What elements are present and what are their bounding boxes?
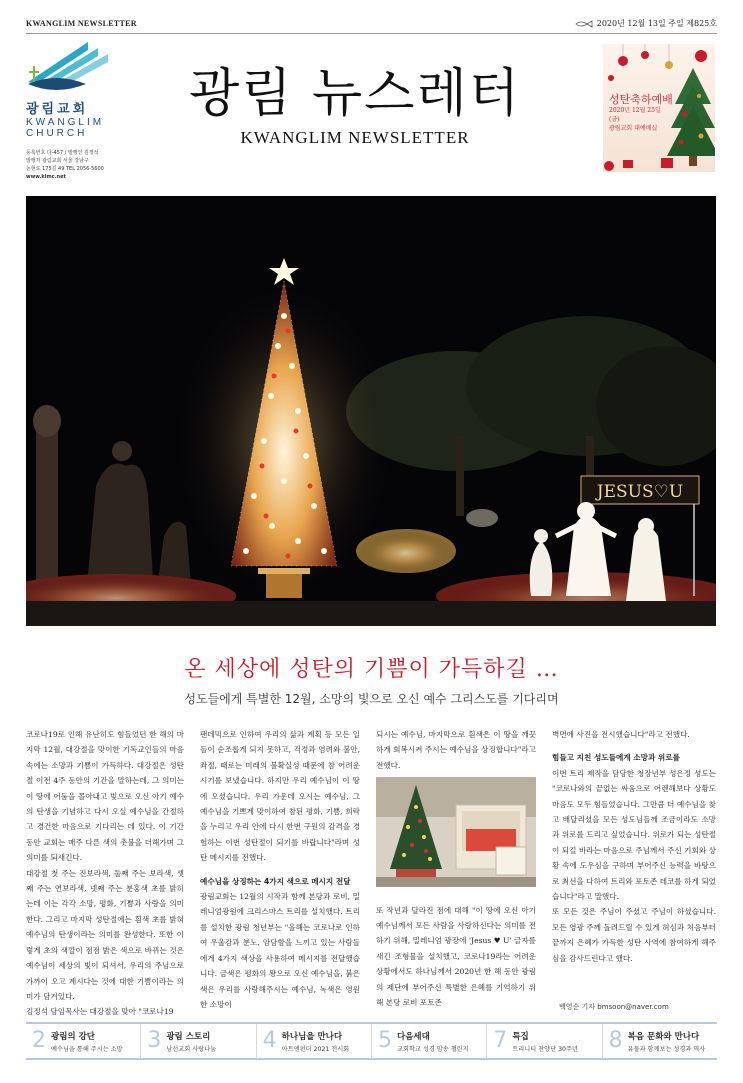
- newsletter-subtitle: KWANGLIM NEWSLETTER: [240, 128, 470, 147]
- lobby-tree-photo: [376, 777, 536, 887]
- publication-info: [26, 149, 146, 181]
- info-line-3: 논현로 175길 49 TEL 2056-5600: [26, 166, 104, 172]
- col2-paragraph-2: 광림교회는 12월의 시작과 함께 본당과 로비, 밀레니엄광원에 크리스마스 트리를 설치했다. 트리를 설치한 광림 청년부는 "올해는 코로나로 인하여 우울감과 분노, 암담함을 느끼고 있는 사람들에게 4가지 색상을 사용하여 메시지를 전달했습니다. 금색은 평화의 왕으로 오신 예수님을, 붉은색은 우리를 사랑해주시는 예수님, 녹색은 영원한 소망이: [200, 892, 360, 1009]
- header-left-label: KWANGLIM NEWSLETTER: [26, 19, 137, 28]
- ad-date: 2020년 12월 25일(금): [609, 107, 661, 123]
- church-logo-icon: [26, 40, 110, 92]
- col4-subtitle: 힘들고 지친 성도들에게 소망과 위로를: [552, 753, 680, 763]
- col4-paragraph-1: 벽면에 사진을 전시했습니다"라고 전했다.: [552, 730, 690, 739]
- index-item-page-5[interactable]: [371, 1024, 486, 1058]
- index-desc: 남선교회 사랑나눔: [166, 1045, 217, 1053]
- article-column-2: [200, 727, 360, 1012]
- col2-paragraph-1: 팬데믹으로 인하여 우리의 삶과 계획 등 모든 일들이 순조롭게 되지 못하고, 걱정과 염려와 불안, 좌절, 때로는 미래의 불확실성 때문에 참 어려운 시기를 보냈습니다. 하지만 우리 예수님이 이 땅에 오셨습니다. 우리 가운데 오시는 예수님, 그 예수님을 기쁘게 맞이하여 참된 평화, 기쁨, 희락을 누리고 우리 안에 다시 한번 구원의 감격을 경험하는 이번 성탄절이 되기를 바랍니다"라며 성탄 메시지를 전했다.: [200, 730, 360, 863]
- col3-paragraph-2: 또 작년과 달라진 점에 대해 "이 땅에 오신 아기 예수님께서 모든 사람을 사랑하신다는 의미를 전하기 위해, 밀레니엄 광장에 'Jesus ♥ U' 글자를 새긴 조형물을 설치했고, 코로나19라는 어려운 상황에서도 하나님께서 2020년 한 해 동안 광림의 제단에 부어주신 특별한 은혜를 기억하기 위해 본당 로비 포토존: [376, 905, 536, 1008]
- index-page-number: 3: [147, 1028, 162, 1053]
- jesus-sign-text: JESUS♡U: [596, 482, 684, 502]
- church-logo-block: [26, 40, 146, 181]
- website-link[interactable]: www.klmc.net: [26, 174, 66, 180]
- col1-paragraph-3: 김정석 담임목사는 대강절을 맞아 "코로나19: [26, 1007, 174, 1017]
- header-date-group: [575, 18, 717, 29]
- fish-icon: [575, 20, 593, 28]
- index-desc: 아트앤펀더 2021 전시회: [281, 1045, 350, 1053]
- article-column-4: [552, 727, 716, 966]
- col4-paragraph-3: 또 모든 것은 주님이 주셨고 주님이 하셨습니다. 모든 영광 주께 돌려드릴 수 있게 허심과 처음부터 끝까지 은혜가 가득한 성탄 사역에 참여하게 해주심을 감사드린다고 했다.: [552, 907, 716, 963]
- index-desc: 트리니티 찬양단 30주년: [512, 1045, 578, 1053]
- index-page-number: 7: [493, 1028, 508, 1053]
- ad-details: [609, 106, 671, 133]
- article-body: [26, 727, 716, 1017]
- index-page-number: 4: [262, 1028, 277, 1053]
- index-item-page-3[interactable]: [140, 1024, 255, 1058]
- index-item-page-2[interactable]: [26, 1024, 140, 1058]
- index-item-page-7[interactable]: [486, 1024, 601, 1058]
- article-column-1: [26, 727, 184, 1020]
- index-title: 광림 스토리: [166, 1031, 211, 1042]
- index-item-page-8[interactable]: [602, 1024, 717, 1058]
- ad-title: 성탄축하예배: [609, 93, 673, 106]
- hero-christmas-photo: [26, 196, 716, 626]
- index-title: 하나님을 만나다: [281, 1031, 343, 1042]
- col1-paragraph-2: 대강절 첫 주는 진보라색, 둘째 주는 보라색, 셋째 주는 연보라색, 넷째 주는 분홍색 초를 밝히는데 이는 각각 소망, 평화, 기쁨과 사랑을 의미한다. 그리고 마지막 성탄절에는 흰색 초를 밝혀 예수님의 탄생이라는 의미를 완성한다. 또한 이렇게 초의 색깔이 점점 밝은 색으로 바뀌는 것은 예수님이 세상의 빛이 되셔서, 우리의 주님으로 가까이 오고 계시다는 것에 대한 기쁨이라는 의미가 담겨있다.: [26, 868, 184, 1001]
- index-title: 광림의 강단: [51, 1031, 96, 1042]
- church-name-en-1: KWANGLIM: [26, 117, 105, 128]
- index-title: 특집: [512, 1031, 529, 1042]
- church-name-en-2: CHURCH: [26, 128, 88, 139]
- col4-paragraph-2: 이번 트리 제작을 담당한 청장년부 성은정 성도는 "코로나와의 끝없는 싸움으로 어렌해보다 상황도 마음도 모두 힘들었습니다. 그만큼 더 예수님을 찾고 배달리셨을 모든 성도님들께 조금이라도 소망과 위로를 드리고 싶었습니다. 위로가 되는 성탄절이 되길 바라는 마음으로 주님께서 주신 기회와 상황 속에 도우심을 구하며 부어주신 능력을 바탕으로 최선을 다하여 트리와 포토존 데코를 하게 되었습니다"라고 말했다.: [552, 768, 716, 902]
- christmas-service-ad[interactable]: [603, 44, 715, 172]
- contents-index: [26, 1022, 717, 1060]
- col2-subtitle: 예수님을 상징하는 4가지 색으로 메시지 전달: [200, 876, 351, 886]
- church-name-ko: 광림교회: [26, 102, 89, 117]
- col3-paragraph-1: 되시는 예수님, 마지막으로 흰색은 이 땅을 깨끗하게 회복시켜 주시는 예수님을 상징합니다"라고 전했다.: [376, 730, 536, 770]
- info-line-2: 발행처 광림교회 서울 강남구: [26, 158, 89, 164]
- newsletter-title: 광림 뉴스레터: [189, 64, 521, 124]
- masthead: [150, 60, 560, 148]
- col1-paragraph-1: 코로나19로 인해 유난히도 힘들었던 한 해의 마지막 12월, 대강절을 맞이한 기독교인들의 마음속에는 소망과 기쁨이 가득하다. 대강절은 성탄절 이전 4주 동안의 기간을 말하는데, 그 의미는 이 땅에 어둠을 몰아내고 빛으로 오신 아기 예수의 탄생을 기념하고 다시 오실 예수님을 간절하고 경건한 마음으로 기다리는 데 있다. 이 기간 동안 교회는 매주 다른 색의 촛불을 더해가며 그 의미를 되새긴다.: [26, 730, 184, 863]
- article-column-3: [376, 727, 536, 1010]
- index-page-number: 8: [608, 1028, 623, 1053]
- index-title: 다음세대: [396, 1031, 430, 1042]
- ad-venue: 광림교회 대예배실: [609, 125, 658, 132]
- reporter-byline: 백영순 기자 bmsoon@naver.com: [559, 1003, 669, 1011]
- index-title: 복음 문화와 만나다: [627, 1031, 700, 1042]
- index-page-number: 5: [377, 1028, 392, 1053]
- index-page-number: 2: [32, 1028, 46, 1053]
- index-item-page-4[interactable]: [256, 1024, 371, 1058]
- index-desc: 교회학교 성경 암송 챌린지: [396, 1045, 469, 1053]
- article-subhead: 성도들에게 특별한 12월, 소망의 빛으로 오신 예수 그리스도를 기다리며: [184, 692, 559, 706]
- top-bar: [26, 14, 717, 34]
- index-desc: 예수님을 통해 주시는 소망: [51, 1045, 123, 1053]
- issue-date: 2020년 12월 13일 주일 제825호: [596, 19, 717, 28]
- index-desc: 유물과 함께보는 성경과 역사: [627, 1045, 706, 1053]
- article-headline: 온 세상에 성탄의 기쁨이 가득하길 …: [184, 657, 559, 682]
- info-line-1: 등록번호 다-457 / 발행인 김정석: [26, 150, 99, 156]
